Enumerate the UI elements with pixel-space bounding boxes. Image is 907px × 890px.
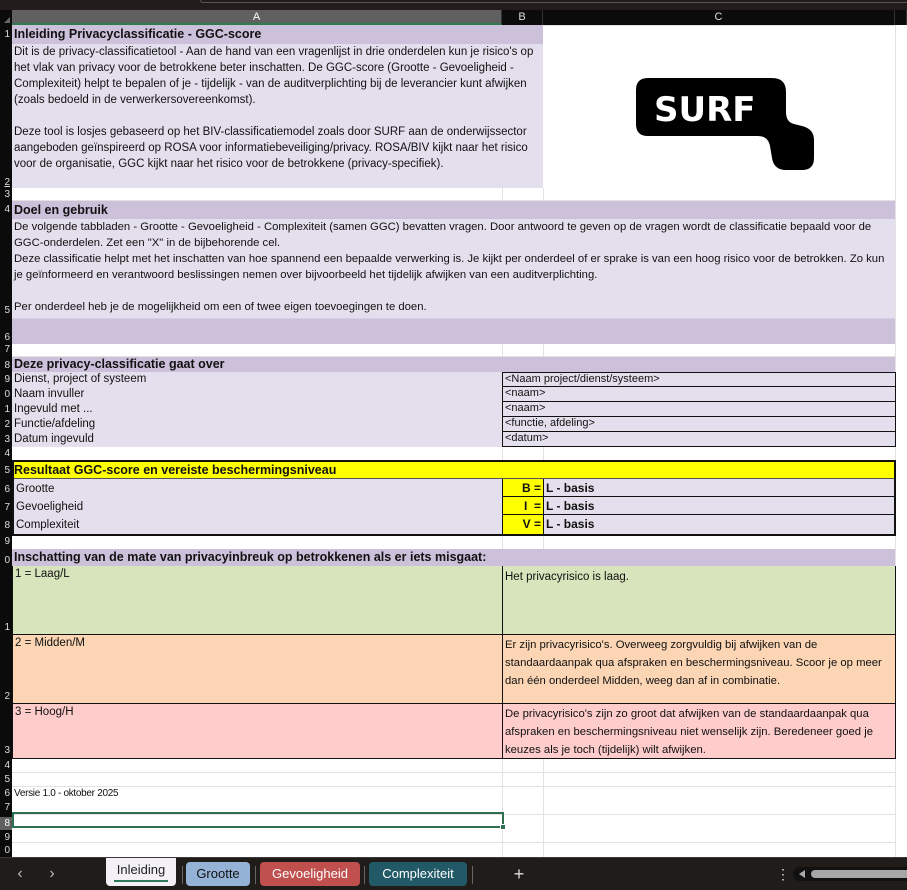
tab-separator (255, 866, 256, 884)
column-header-a[interactable]: A (12, 10, 502, 25)
scroll-left-icon[interactable] (799, 870, 805, 878)
level-desc-medium[interactable]: Er zijn privacyrisico's. Overweeg zorgvuldig bij afwijken van de standaardaanpak qua afspraken en beschermingsniveau. Scoor je op meer dan één onderdeel Midden, weeg dan af in combinatie. (505, 639, 882, 687)
tab-grootte[interactable]: Grootte (186, 862, 250, 886)
empty-row[interactable] (12, 829, 895, 843)
about-title[interactable]: Deze privacy-classificatie gaat over (12, 357, 895, 372)
row-number[interactable]: 9 (4, 536, 10, 547)
empty-row[interactable] (12, 536, 895, 549)
formula-bar-edge (0, 0, 907, 10)
row-number[interactable]: 0 (4, 389, 10, 400)
empty-row[interactable] (12, 344, 895, 357)
result-code-grootte: B = (502, 479, 543, 497)
row-header-strip[interactable] (0, 25, 12, 857)
row-number[interactable]: 2 (4, 177, 10, 188)
intro-paragraph-1: Dit is de privacy-classificatietool - Aan de hand van een vragenlijst in drie onderdelen kun je risico's op het vlak van privacy voor de betrokkene beter inschatten. De GGC-score (Grootte - Gevoeligheid - Complexiteit) helpt te bepalen of je - tijdelijk - van de auditverplichting bij de leverancier kunt afwijken (zoals bedoeld in de verwerkersovereenkomst). (14, 46, 534, 106)
row-number[interactable]: 4 (4, 760, 10, 771)
intro-paragraph-2: Deze tool is losjes gebaseerd op het BIV-classificatiemodel zoals door SURF aan de onderwijssector aangeboden geïnspireerd op ROSA voor informatiebeveiliging/privacy. ROSA/BIV kijkt naar het risico voor de organisatie, GGC kijkt naar het risico voor de betrokkene (privacy-specifiek). (14, 126, 528, 170)
date-field[interactable]: <datum> (502, 432, 896, 447)
purpose-line-2: Deze classificatie helpt met het inschatten van hoe spannend een bepaalde verwerking is. Je kijkt per onderdeel of er sprake is van een hoog risico voor de betrokken. Zo kun je geïnformeerd en verantwoord beslissingen nemen over bijvoorbeeld het tijdelijk afwijken van een auditverplichting. (14, 253, 885, 281)
intro-text-cell[interactable] (12, 44, 543, 188)
next-sheet-button[interactable]: › (49, 865, 55, 882)
purple-band[interactable] (12, 318, 895, 344)
result-label: Gevoeligheid (16, 501, 84, 513)
result-label: Complexiteit (16, 519, 80, 531)
row-number[interactable]: 4 (4, 448, 10, 459)
row-number[interactable]: 7 (4, 502, 10, 513)
svg-text:SURF: SURF (654, 90, 756, 130)
row-number[interactable]: 8 (4, 360, 10, 371)
result-value-grootte[interactable]: L - basis (543, 479, 894, 497)
logo-cell (543, 25, 895, 188)
project-name-field[interactable]: <Naam project/dienst/systeem> (502, 372, 896, 387)
field-label: Naam invuller (14, 388, 85, 400)
row-number[interactable]: 1 (4, 29, 10, 40)
row-number[interactable]: 5 (4, 465, 10, 476)
horizontal-scrollbar[interactable] (793, 867, 907, 881)
field-label: Dienst, project of systeem (14, 373, 147, 385)
spreadsheet-grid[interactable] (12, 25, 907, 857)
result-label: Grootte (16, 483, 55, 495)
empty-row[interactable] (12, 773, 895, 787)
row-number[interactable]: 8 (4, 520, 10, 531)
empty-row[interactable] (12, 843, 895, 857)
active-tab-underline (114, 880, 168, 882)
level-desc-low[interactable]: Het privacyrisico is laag. (505, 571, 629, 583)
sheet-tab-bar (0, 857, 907, 890)
row-number[interactable]: 2 (4, 419, 10, 430)
prev-sheet-button[interactable]: ‹ (17, 865, 23, 882)
row-number[interactable]: 5 (4, 774, 10, 785)
column-header-d[interactable] (895, 10, 907, 25)
empty-row[interactable] (12, 447, 895, 460)
tab-label: Inleiding (116, 862, 166, 877)
level-desc-high[interactable]: De privacyrisico's zijn zo groot dat afwijken van de standaardaanpak qua afspraken en beschermingsniveau niet wenselijk zijn. Beredeneer goed je keuzes als je toch (tijdelijk) wilt afwijken. (505, 708, 873, 756)
spacer (14, 283, 893, 299)
divider (502, 635, 503, 704)
add-sheet-button[interactable]: + (513, 864, 525, 884)
column-header-b[interactable]: B (502, 10, 543, 25)
tab-inleiding[interactable] (106, 858, 176, 886)
row-number[interactable]: 1 (4, 404, 10, 415)
row-number[interactable]: 7 (4, 344, 10, 355)
filler-name-field[interactable]: <naam> (502, 387, 896, 402)
select-all-button[interactable] (0, 10, 12, 25)
tab-gevoeligheid[interactable]: Gevoeligheid (260, 862, 360, 886)
result-code-complexiteit: V = (502, 515, 543, 534)
row-number[interactable]: 6 (4, 484, 10, 495)
row-number[interactable]: 9 (4, 832, 10, 843)
tab-separator (472, 866, 473, 884)
tab-separator (364, 866, 365, 884)
field-label: Datum ingevuld (14, 433, 94, 445)
row-number[interactable]: 3 (4, 745, 10, 756)
row-number[interactable]: 0 (4, 555, 10, 566)
level-row-low (12, 566, 896, 635)
purpose-text-cell[interactable] (12, 219, 895, 318)
version-label[interactable]: Versie 1.0 - oktober 2025 (14, 788, 119, 799)
row-number[interactable]: 6 (4, 332, 10, 343)
empty-row[interactable] (12, 188, 895, 201)
empty-row[interactable] (12, 759, 895, 773)
tab-complexiteit[interactable]: Complexiteit (369, 862, 467, 886)
purpose-line-1: De volgende tabbladen - Grootte - Gevoeligheid - Complexiteit (samen GGC) bevatten vragen. Door antwoord te geven op de vragen wordt de classificatie bepaald voor de GGC-onderdelen. Zet een "X" in de bijbehorende cel. (14, 221, 872, 249)
row-number[interactable]: 7 (4, 802, 10, 813)
result-code-gevoeligheid: I = (502, 497, 543, 515)
result-labels (14, 479, 502, 534)
assessment-title[interactable]: Inschatting van de mate van privacyinbreuk op betrokkenen als er iets misgaat: (12, 549, 895, 566)
divider (502, 704, 503, 759)
row-number[interactable]: 4 (4, 204, 10, 215)
row-number[interactable]: 1 (4, 622, 10, 633)
level-row-medium (12, 635, 896, 704)
purpose-title[interactable]: Doel en gebruik (12, 201, 895, 219)
filled-with-field[interactable]: <naam> (502, 402, 896, 417)
level-label-high[interactable]: 3 = Hoog/H (15, 706, 74, 718)
scrollbar-thumb[interactable] (811, 870, 907, 878)
about-labels (12, 372, 502, 447)
level-label-low[interactable]: 1 = Laag/L (15, 568, 70, 580)
result-value-complexiteit[interactable]: L - basis (543, 515, 894, 534)
row-number-selected[interactable]: 8 (0, 817, 12, 830)
formula-bar[interactable] (200, 0, 907, 3)
row-number[interactable]: 3 (4, 434, 10, 445)
spacer (14, 108, 541, 124)
row-number[interactable]: 6 (4, 788, 10, 799)
column-header-c[interactable]: C (543, 10, 895, 25)
purpose-line-3: Per onderdeel heb je de mogelijkheid om een of twee eigen toevoegingen te doen. (14, 301, 427, 313)
row-number[interactable]: 2 (4, 691, 10, 702)
row-number[interactable]: 5 (4, 305, 10, 316)
level-row-high (12, 704, 896, 759)
field-label: Functie/afdeling (14, 418, 96, 430)
result-title[interactable]: Resultaat GGC-score en vereiste beschermingsniveau (14, 462, 894, 479)
row-number[interactable]: 3 (4, 189, 10, 200)
tab-separator (182, 866, 183, 884)
more-options-icon[interactable]: ⋮ (776, 866, 790, 882)
level-label-medium[interactable]: 2 = Midden/M (15, 637, 85, 649)
divider (502, 566, 503, 635)
department-field[interactable]: <functie, afdeling> (502, 417, 896, 432)
row-number[interactable]: 9 (4, 374, 10, 385)
selected-cell[interactable] (12, 812, 504, 828)
intro-title[interactable]: Inleiding Privacyclassificatie - GGC-score (12, 25, 543, 44)
surf-logo-icon (636, 78, 816, 174)
field-label: Ingevuld met ... (14, 403, 93, 415)
row-number[interactable]: 0 (4, 845, 10, 856)
result-value-gevoeligheid[interactable]: L - basis (543, 497, 894, 515)
